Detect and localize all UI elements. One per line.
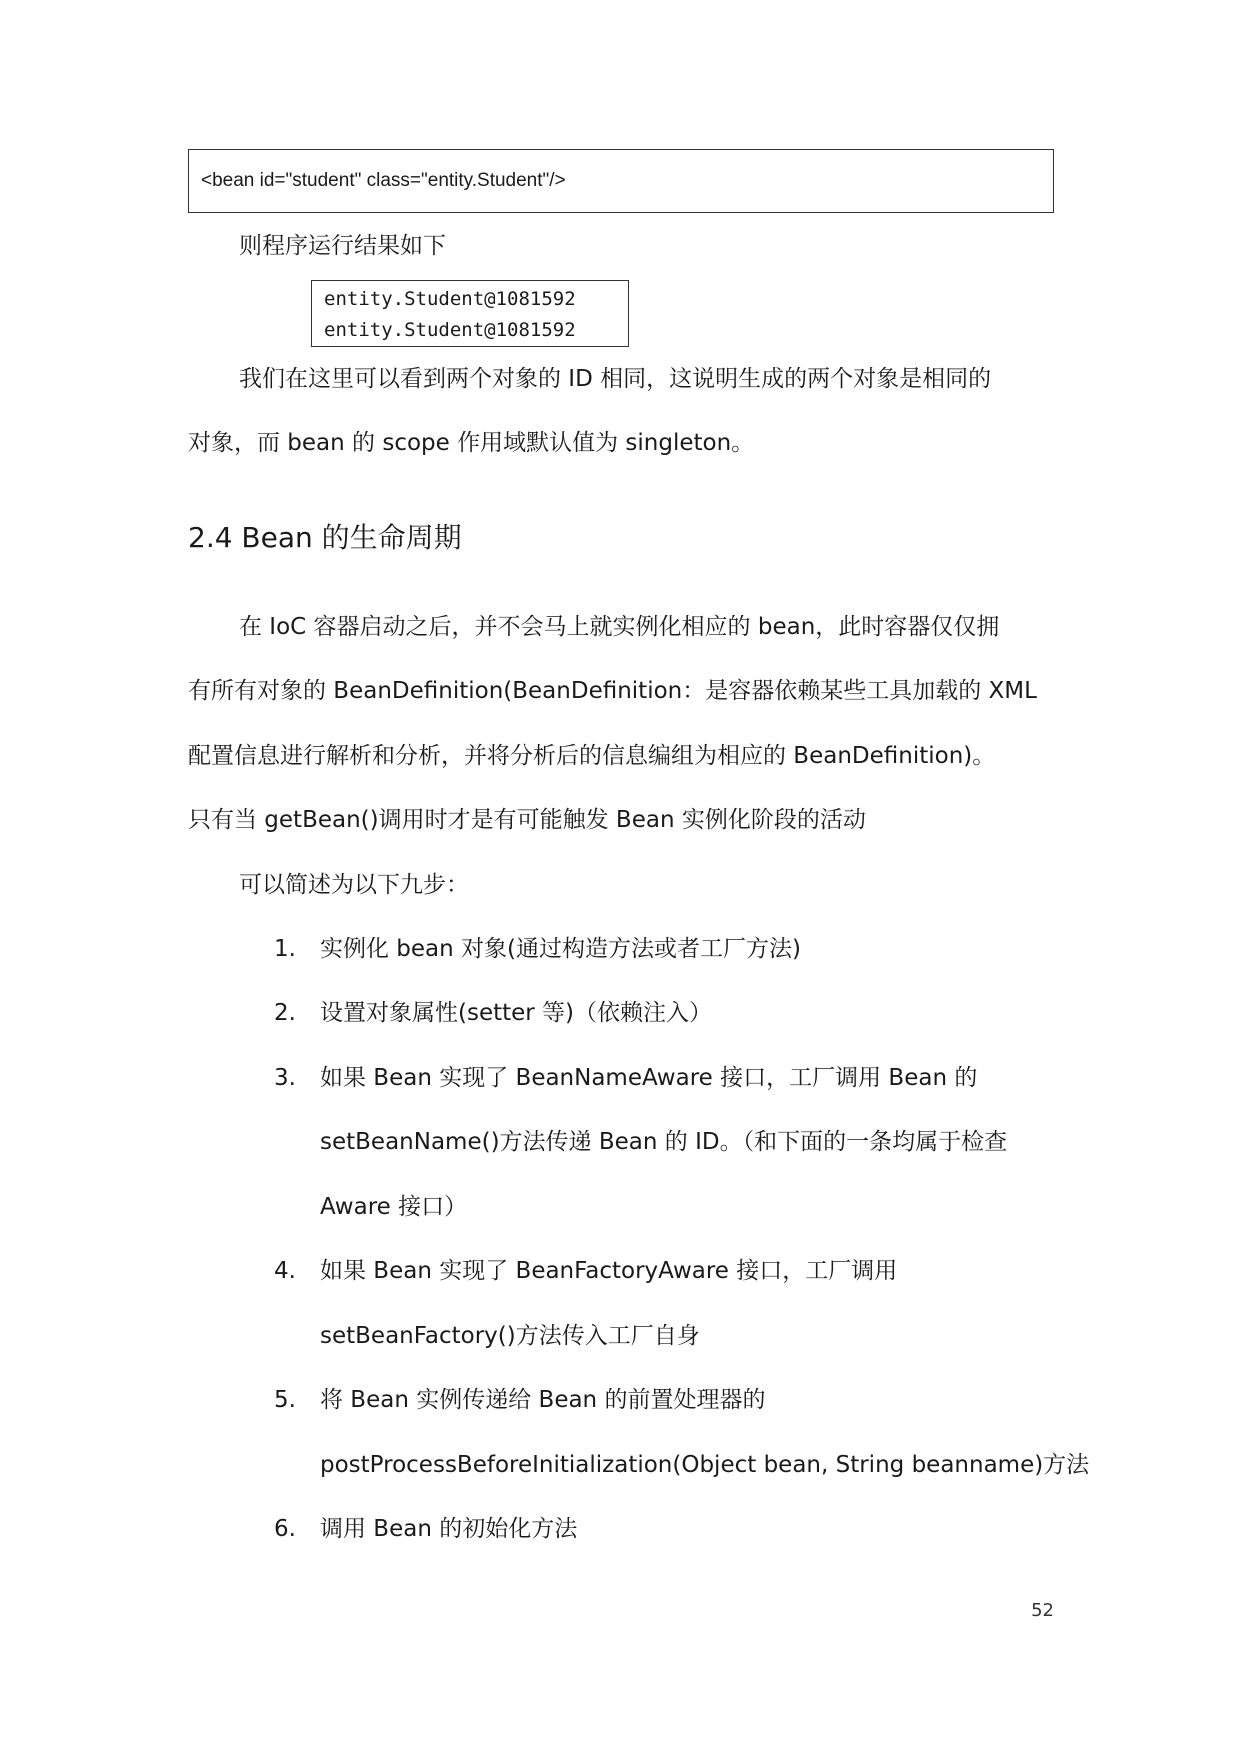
list-item-text: 如果 Bean 实现了 BeanNameAware 接口，工厂调用 Bean 的 [320,1065,978,1091]
list-item-text: 实例化 bean 对象(通过构造方法或者工厂方法) [320,936,801,962]
output-line: entity.Student@1081592 [324,319,576,341]
output-line: entity.Student@1081592 [324,288,576,310]
list-item-number: 3. [274,1065,296,1091]
code-snippet: <bean id="student" class="entity.Student"/> [201,170,566,191]
steps-intro: 可以简述为以下九步： [239,872,469,898]
paragraph-line: 有所有对象的 BeanDefinition(BeanDefinition：是容器依赖某些工具加载的 XML [188,678,1037,704]
list-item-text: 如果 Bean 实现了 BeanFactoryAware 接口，工厂调用 [320,1258,898,1284]
list-item-number: 6. [274,1516,296,1542]
list-item-number: 5. [274,1387,296,1413]
result-intro: 则程序运行结果如下 [239,233,446,259]
list-item-text: Aware 接口） [320,1194,468,1220]
paragraph-line: 在 IoC 容器启动之后，并不会马上就实例化相应的 bean，此时容器仅仅拥 [239,614,1000,640]
list-item-number: 2. [274,1000,296,1026]
list-item-text: 将 Bean 实例传递给 Bean 的前置处理器的 [320,1387,766,1413]
list-item-text: 调用 Bean 的初始化方法 [320,1516,578,1542]
page-number: 52 [1031,1600,1054,1621]
list-item-text: setBeanFactory()方法传入工厂自身 [320,1323,700,1349]
list-item-number: 4. [274,1258,296,1284]
list-item-text: 设置对象属性(setter 等)（依赖注入） [320,1000,713,1026]
list-item-text: postProcessBeforeInitialization(Object bean, String beanname)方法 [320,1452,1090,1478]
output-box [311,280,629,347]
code-snippet-box [188,149,1054,213]
list-item-number: 1. [274,936,296,962]
paragraph-line: 配置信息进行解析和分析，并将分析后的信息编组为相应的 BeanDefinition)。 [188,743,996,769]
paragraph-line: 对象，而 bean 的 scope 作用域默认值为 singleton。 [188,430,755,456]
paragraph-line: 只有当 getBean()调用时才是有可能触发 Bean 实例化阶段的活动 [188,807,866,833]
paragraph-line: 我们在这里可以看到两个对象的 ID 相同，这说明生成的两个对象是相同的 [239,366,992,392]
section-heading: 2.4 Bean 的生命周期 [188,521,462,554]
list-item-text: setBeanName()方法传递 Bean 的 ID。（和下面的一条均属于检查 [320,1129,1008,1155]
